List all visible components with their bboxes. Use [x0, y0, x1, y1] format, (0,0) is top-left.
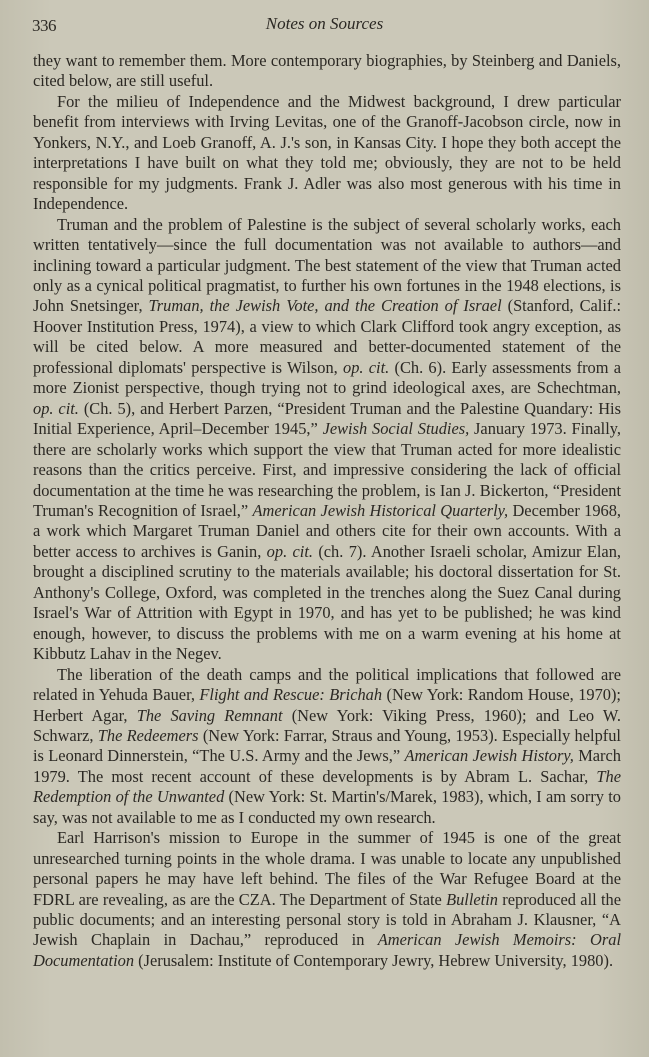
text-segment: (New York: Viking Press, 1960); and Leo W. Schwarz, — [33, 705, 621, 745]
italic-citation: op. cit. — [266, 541, 313, 561]
italic-citation: American Jewish History, — [404, 746, 574, 766]
italic-citation: Bulletin — [446, 889, 498, 909]
text-segment: they want to remember them. More contemporary biographies, by Steinberg and Daniels, cited below, are still useful. — [33, 51, 621, 91]
text-segment: (New York: St. Martin's/Marek, 1983), which, I am sorry to say, was not available to me as I conducted my own research. — [33, 787, 622, 827]
text-segment: December 1968, a work which Margaret Truman Daniel and others cite for their own accounts. With a better access to archives is Ganin, — [33, 500, 621, 561]
italic-citation: The Redeemers — [97, 725, 199, 745]
text-segment: (Ch. 5), and Herbert Parzen, “President Truman and the Palestine Quandary: His Initial Experience, April–December 1945,” — [33, 398, 621, 439]
italic-citation: American Jewish Memoirs: Oral Documentation — [33, 930, 621, 970]
paragraph — [33, 51, 621, 92]
text-segment: The liberation of the death camps and the political implications that followed are related in Yehuda Bauer, — [33, 664, 621, 705]
running-head: Notes on Sources — [265, 14, 384, 33]
text-segment: (ch. 7). Another Israeli scholar, Amizur Elan, brought a disciplined scrutiny to the materials available; his doctoral dissertation for St. Anthony's College, Oxford, was completed in the trenches along the Suez Canal during Israel's War of Attrition with Egypt in 1970, and has yet to be published; he was kind enough, however, to discuss the problems with me on a warm evening at his home at Kibbutz Lahav in the Negev. — [33, 541, 621, 664]
text-segment: (New York: Farrar, Straus and Young, 1953). Especially helpful is Leonard Dinnerstein, “The U.S. Army and the Jews,” — [33, 725, 621, 766]
text-segment: (Jerusalem: Institute of Contemporary Jewry, Hebrew University, 1980). — [134, 950, 614, 970]
italic-citation: op. cit. — [33, 398, 79, 418]
body-text — [33, 51, 621, 971]
italic-citation: Jewish Social Studies, — [322, 419, 470, 439]
text-segment: March 1979. The most recent account of these developments is by Abram L. Sachar, — [33, 746, 621, 786]
paragraph — [33, 92, 621, 215]
paragraph — [33, 828, 621, 971]
italic-citation: The Saving Remnant — [136, 705, 283, 725]
text-segment: reproduced all the public documents; and an interesting personal story is told in Abraham J. Klausner, “A Jewish Chaplain in Dachau,” reproduced in — [33, 889, 621, 950]
text-segment: Truman and the problem of Palestine is the subject of several scholarly works, each written tentatively—since the full documentation was not available to authors—and inclining toward a particular judgment. The best statement of the view that Truman acted only as a cynical political pragmatist, to further his own fortunes in the 1948 elections, is John Snetsinger, — [33, 214, 621, 316]
italic-citation: op. cit. — [343, 357, 390, 377]
italic-citation: The Redemption of the Unwanted — [33, 766, 621, 807]
text-segment: January 1973. Finally, there are scholarly works which support the view that Truman acted for more idealistic reasons than the critics perceive. First, and impressive considering the lack of official documentation at the time he was researching the problem, is Ian J. Bickerton, “President Truman's Recognition of Israel,” — [33, 419, 621, 520]
text-segment: (Ch. 6). Early assessments from a more Zionist perspective, though trying not to grind ideological axes, are Schechtman, — [33, 357, 621, 398]
italic-citation: Truman, the Jewish Vote, and the Creation of Israel — [148, 296, 502, 316]
italic-citation: American Jewish Historical Quarterly, — [252, 500, 509, 520]
paragraph — [33, 665, 621, 829]
text-segment: (Stanford, Calif.: Hoover Institution Press, 1974), a view to which Clark Clifford took angry exception, as will be cited below. A more measured and better-documented statement of the professional diplomats' perspective is Wilson, — [33, 296, 622, 377]
paragraph — [33, 215, 621, 665]
italic-citation: Flight and Rescue: Brichah — [199, 685, 383, 705]
text-segment: Earl Harrison's mission to Europe in the summer of 1945 is one of the great unresearched turning points in the whole drama. I was unable to locate any unpublished personal papers he may have left behind. The files of the War Refugee Board at the FDRL are revealing, as are the CZA. The Department of State — [33, 828, 621, 909]
text-segment: For the milieu of Independence and the Midwest background, I drew particular benefit from interviews with Irving Levitas, one of the Granoff-Jacobson circle, now in Yonkers, N.Y., and Loeb Granoff, A. J.'s son, in Kansas City. I hope they both accept the interpretations I have built on what they told me; obviously, they are not to be held responsible for my judgments. Frank J. Adler was also most generous with his time in Independence. — [33, 91, 621, 214]
text-segment: (New York: Random House, 1970); Herbert Agar, — [33, 685, 621, 725]
page-number: 336 — [32, 16, 56, 35]
